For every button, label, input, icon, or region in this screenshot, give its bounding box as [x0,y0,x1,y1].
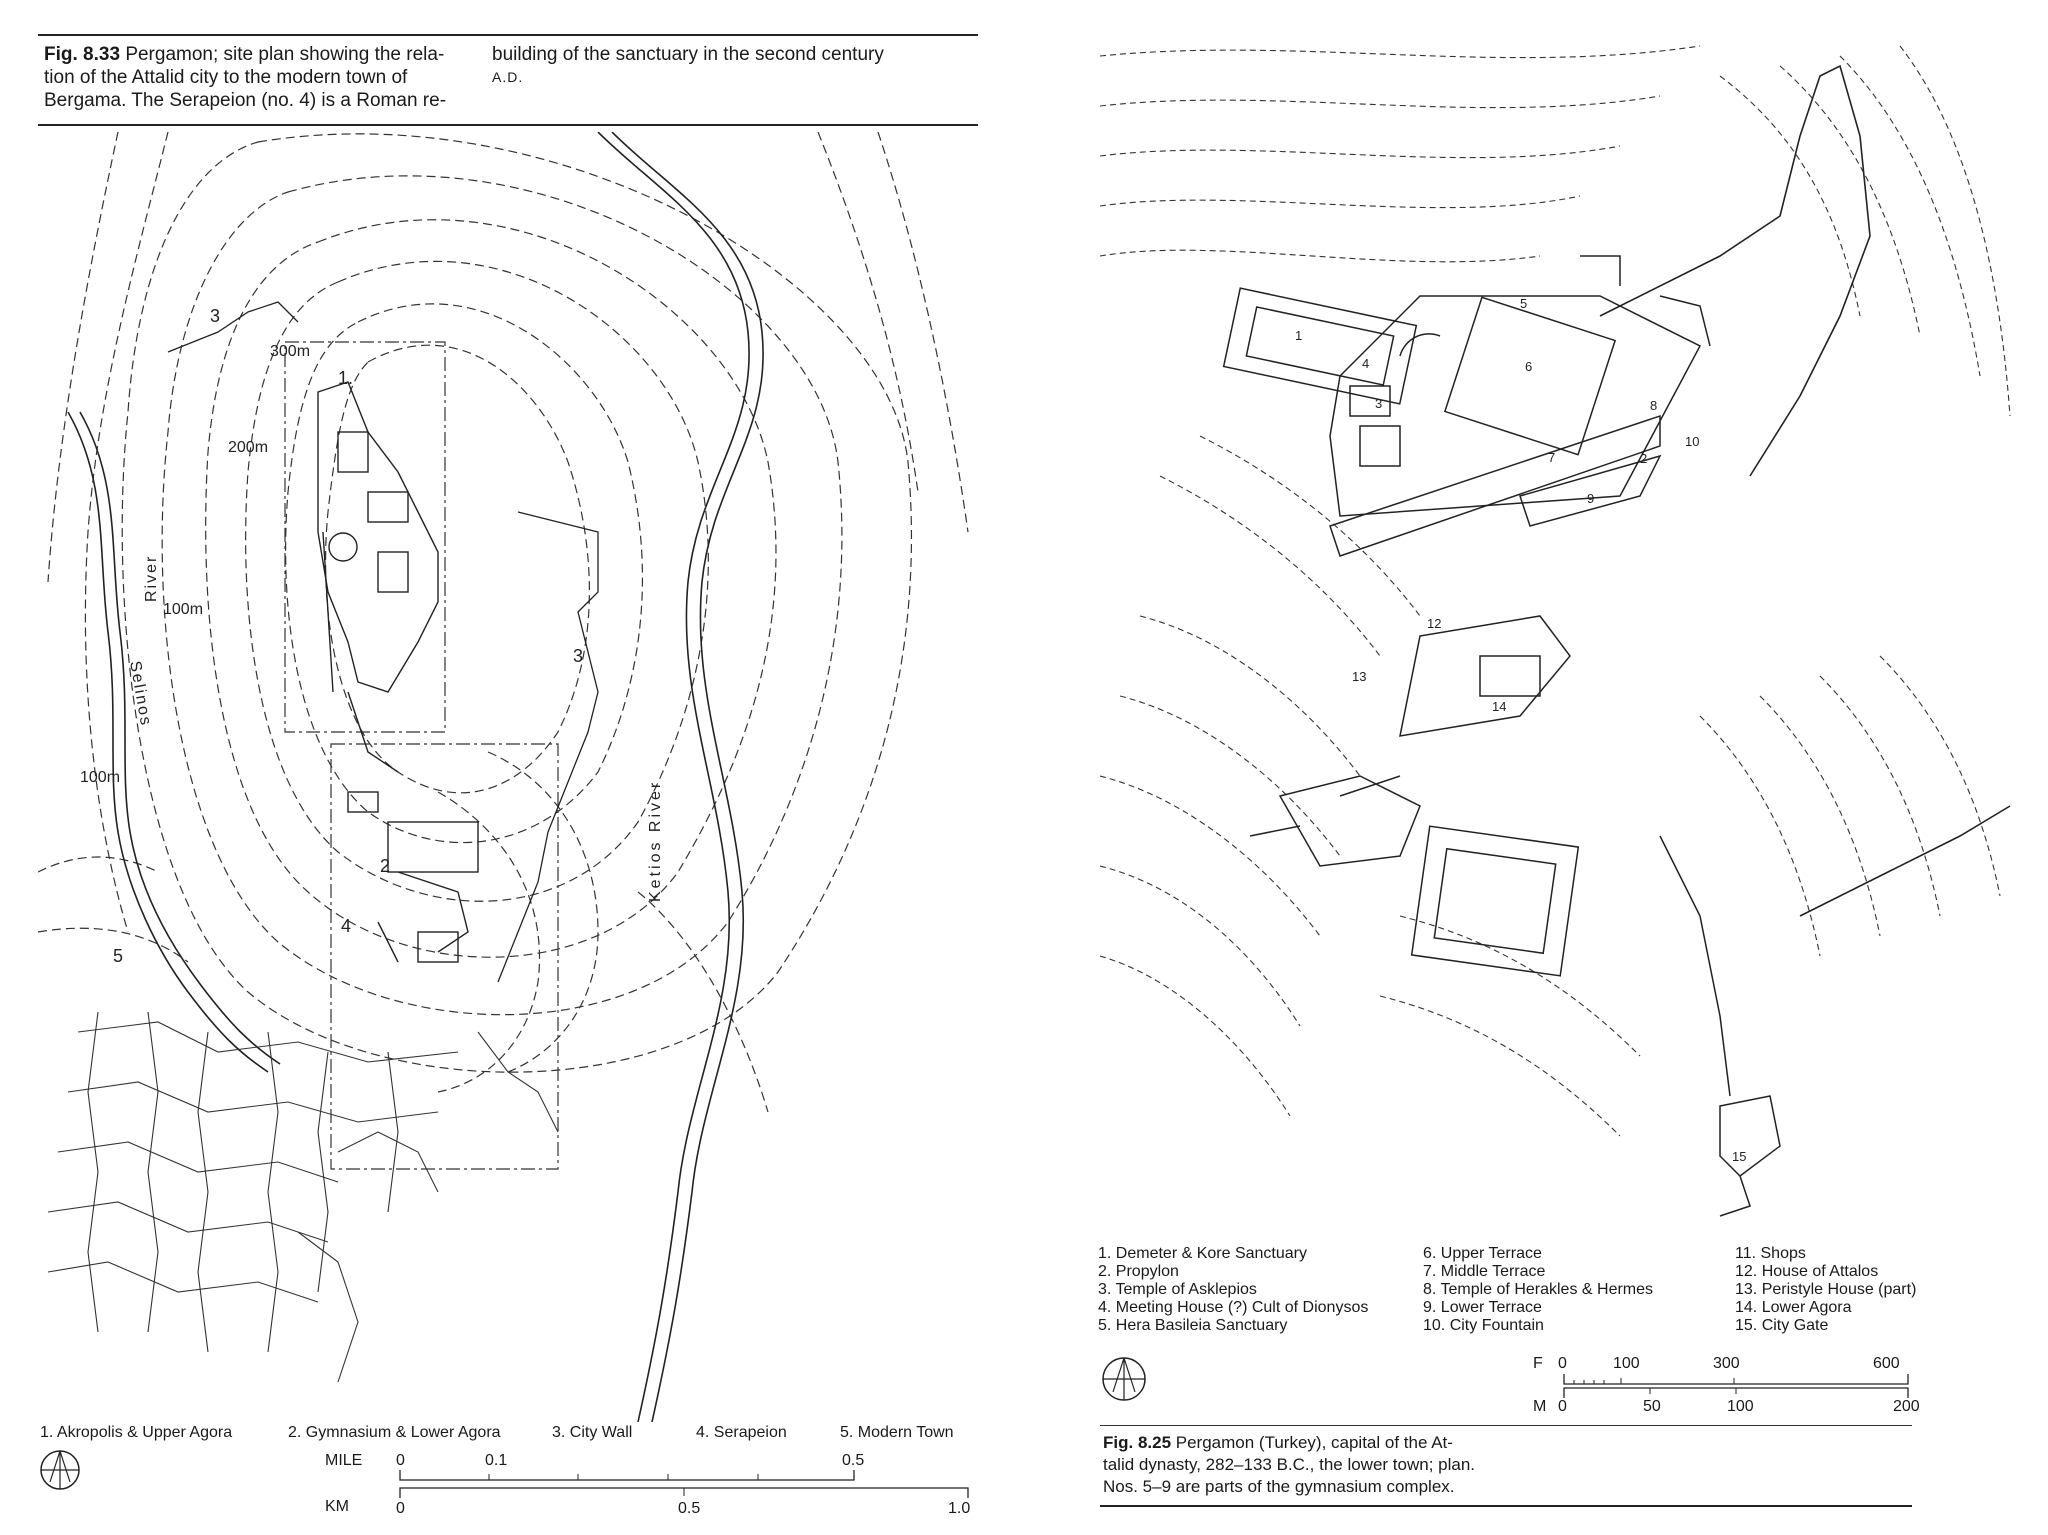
feet-tick-100: 100 [1613,1355,1640,1372]
map-num-3b: 3 [573,646,584,666]
mile-tick-05: 0.5 [842,1452,865,1469]
plan-num-3: 3 [1375,396,1383,411]
right-legend-item-14: 14. Lower Agora [1735,1299,1852,1316]
km-tick-05: 0.5 [678,1500,701,1517]
lower-town-plan-map [1100,16,2015,1244]
left-caption-line-2: tion of the Attalid city to the modern town of [44,67,408,88]
river-label-selinos: Selinos [126,659,155,729]
mile-tick-0: 0 [396,1452,405,1469]
map-num-1: 1. [338,368,354,388]
left-caption-line-3: Bergama. The Serapeion (no. 4) is a Roman re- [44,90,447,111]
left-caption-col2 [492,43,972,89]
left-legend-item-2: 2. Gymnasium & Lower Agora [288,1424,501,1441]
right-legend-col-1 [1098,1245,1368,1335]
mile-scale-bar [398,1468,858,1482]
right-legend-item-2: 2. Propylon [1098,1263,1179,1280]
right-legend-item-10: 10. City Fountain [1423,1317,1544,1334]
right-legend-item-13: 13. Peristyle House (part) [1735,1281,1917,1298]
right-legend-item-5: 5. Hera Basileia Sanctuary [1098,1317,1288,1334]
left-legend-item-4: 4. Serapeion [696,1424,787,1441]
meter-tick-50: 50 [1643,1398,1661,1415]
km-tick-10: 1.0 [948,1500,971,1517]
modern-town-streets [48,1012,558,1382]
map-num-5: 5 [113,946,124,966]
feet-tick-0: 0 [1558,1355,1567,1372]
left-caption-col2-line-1: building of the sanctuary in the second century [492,44,884,65]
plan-num-15: 15 [1732,1149,1747,1164]
contour-label-300: 300m [270,343,311,360]
right-legend-item-11: 11. Shops [1735,1245,1806,1262]
right-legend-item-4: 4. Meeting House (?) Cult of Dionysos [1098,1299,1369,1316]
gymnasium-complex [1224,256,1710,556]
meter-scale-label: M [1533,1398,1547,1415]
map-num-4: 4 [341,916,352,936]
km-scale-bar [398,1486,972,1500]
city-gate [1660,836,1780,1216]
upper-wall [1600,66,2010,916]
right-caption-line-2: talid dynasty, 282–133 B.C., the lower town; plan. [1103,1455,1476,1474]
right-legend-item-1: 1. Demeter & Kore Sanctuary [1098,1245,1307,1262]
left-legend-item-1: 1. Akropolis & Upper Agora [40,1424,233,1441]
meter-tick-200: 200 [1893,1398,1920,1415]
feet-tick-300: 300 [1713,1355,1740,1372]
mile-tick-01: 0.1 [485,1452,508,1469]
plan-num-10: 10 [1685,434,1700,449]
contour-label-100-b: 100m [80,769,121,786]
right-legend-item-3: 3. Temple of Asklepios [1098,1281,1257,1298]
plan-num-6: 6 [1525,359,1533,374]
feet-scale-label: F [1533,1355,1543,1372]
caption-bottom-rule [38,124,978,126]
right-legend-item-7: 7. Middle Terrace [1423,1263,1546,1280]
plan-num-5: 5 [1520,296,1528,311]
right-legend-item-6: 6. Upper Terrace [1423,1245,1542,1262]
right-caption-line-3: Nos. 5–9 are parts of the gymnasium complex. [1103,1477,1455,1496]
km-tick-0: 0 [396,1500,405,1517]
meter-tick-100: 100 [1727,1398,1754,1415]
contour-label-100-a: 100m [163,601,204,618]
map-text-labels [80,306,664,966]
study-boxes [285,342,558,1169]
river-label-ketios: Ketios River [647,779,664,902]
contour-label-200: 200m [228,439,269,456]
plan-num-9: 9 [1587,491,1595,506]
right-fig-label: Fig. 8.25 [1103,1433,1172,1452]
mile-scale-label: MILE [325,1452,363,1469]
right-legend-col-2 [1423,1245,1653,1335]
river-label-river: River [143,554,160,602]
hachure-terrain [1100,46,2010,1136]
selinos-river [68,412,280,1072]
left-caption-col1 [44,43,484,112]
left-caption-line-1: Pergamon; site plan showing the rela- [125,44,445,65]
right-caption [1103,1432,1663,1498]
map-num-3a: 3 [210,306,221,326]
left-legend-item-5: 5. Modern Town [840,1424,954,1441]
north-arrow-icon [38,1448,82,1492]
akropolis-buildings [318,382,438,772]
km-scale-label: KM [325,1498,349,1515]
right-legend-item-15: 15. City Gate [1735,1317,1829,1334]
plan-num-7: 7 [1548,450,1556,465]
plan-num-2: 2 [1640,451,1648,466]
plan-num-4: 4 [1362,356,1370,371]
left-caption-col2-line-2: A.D. [492,69,524,85]
plan-num-13: 13 [1352,669,1367,684]
plan-num-1: 1 [1295,328,1303,343]
feet-tick-600: 600 [1873,1355,1900,1372]
lower-agora [1250,616,1578,976]
right-legend-item-12: 12. House of Attalos [1735,1263,1879,1280]
plan-num-8: 8 [1650,398,1658,413]
left-fig-label: Fig. 8.33 [44,44,121,65]
meter-tick-0: 0 [1558,1398,1567,1415]
plan-num-12: 12 [1427,616,1442,631]
right-caption-bottom-rule [1100,1505,1912,1507]
north-arrow-right-icon [1100,1355,1148,1403]
ketios-river [598,132,763,1422]
left-legend-item-3: 3. City Wall [552,1424,633,1441]
map-num-2: 2 [380,856,391,876]
contour-lines [38,132,968,1112]
site-plan-map [38,132,983,1422]
right-legend-item-9: 9. Lower Terrace [1423,1299,1542,1316]
feet-scale-bar [1562,1372,1912,1386]
right-legend-item-8: 8. Temple of Herakles & Hermes [1423,1281,1654,1298]
gymnasium-buildings [348,792,478,962]
right-caption-line-1: Pergamon (Turkey), capital of the At- [1175,1433,1453,1452]
plan-num-14: 14 [1492,699,1507,714]
caption-top-rule [38,34,978,36]
right-caption-top-rule [1100,1425,1912,1426]
right-legend-col-3 [1735,1245,1916,1335]
